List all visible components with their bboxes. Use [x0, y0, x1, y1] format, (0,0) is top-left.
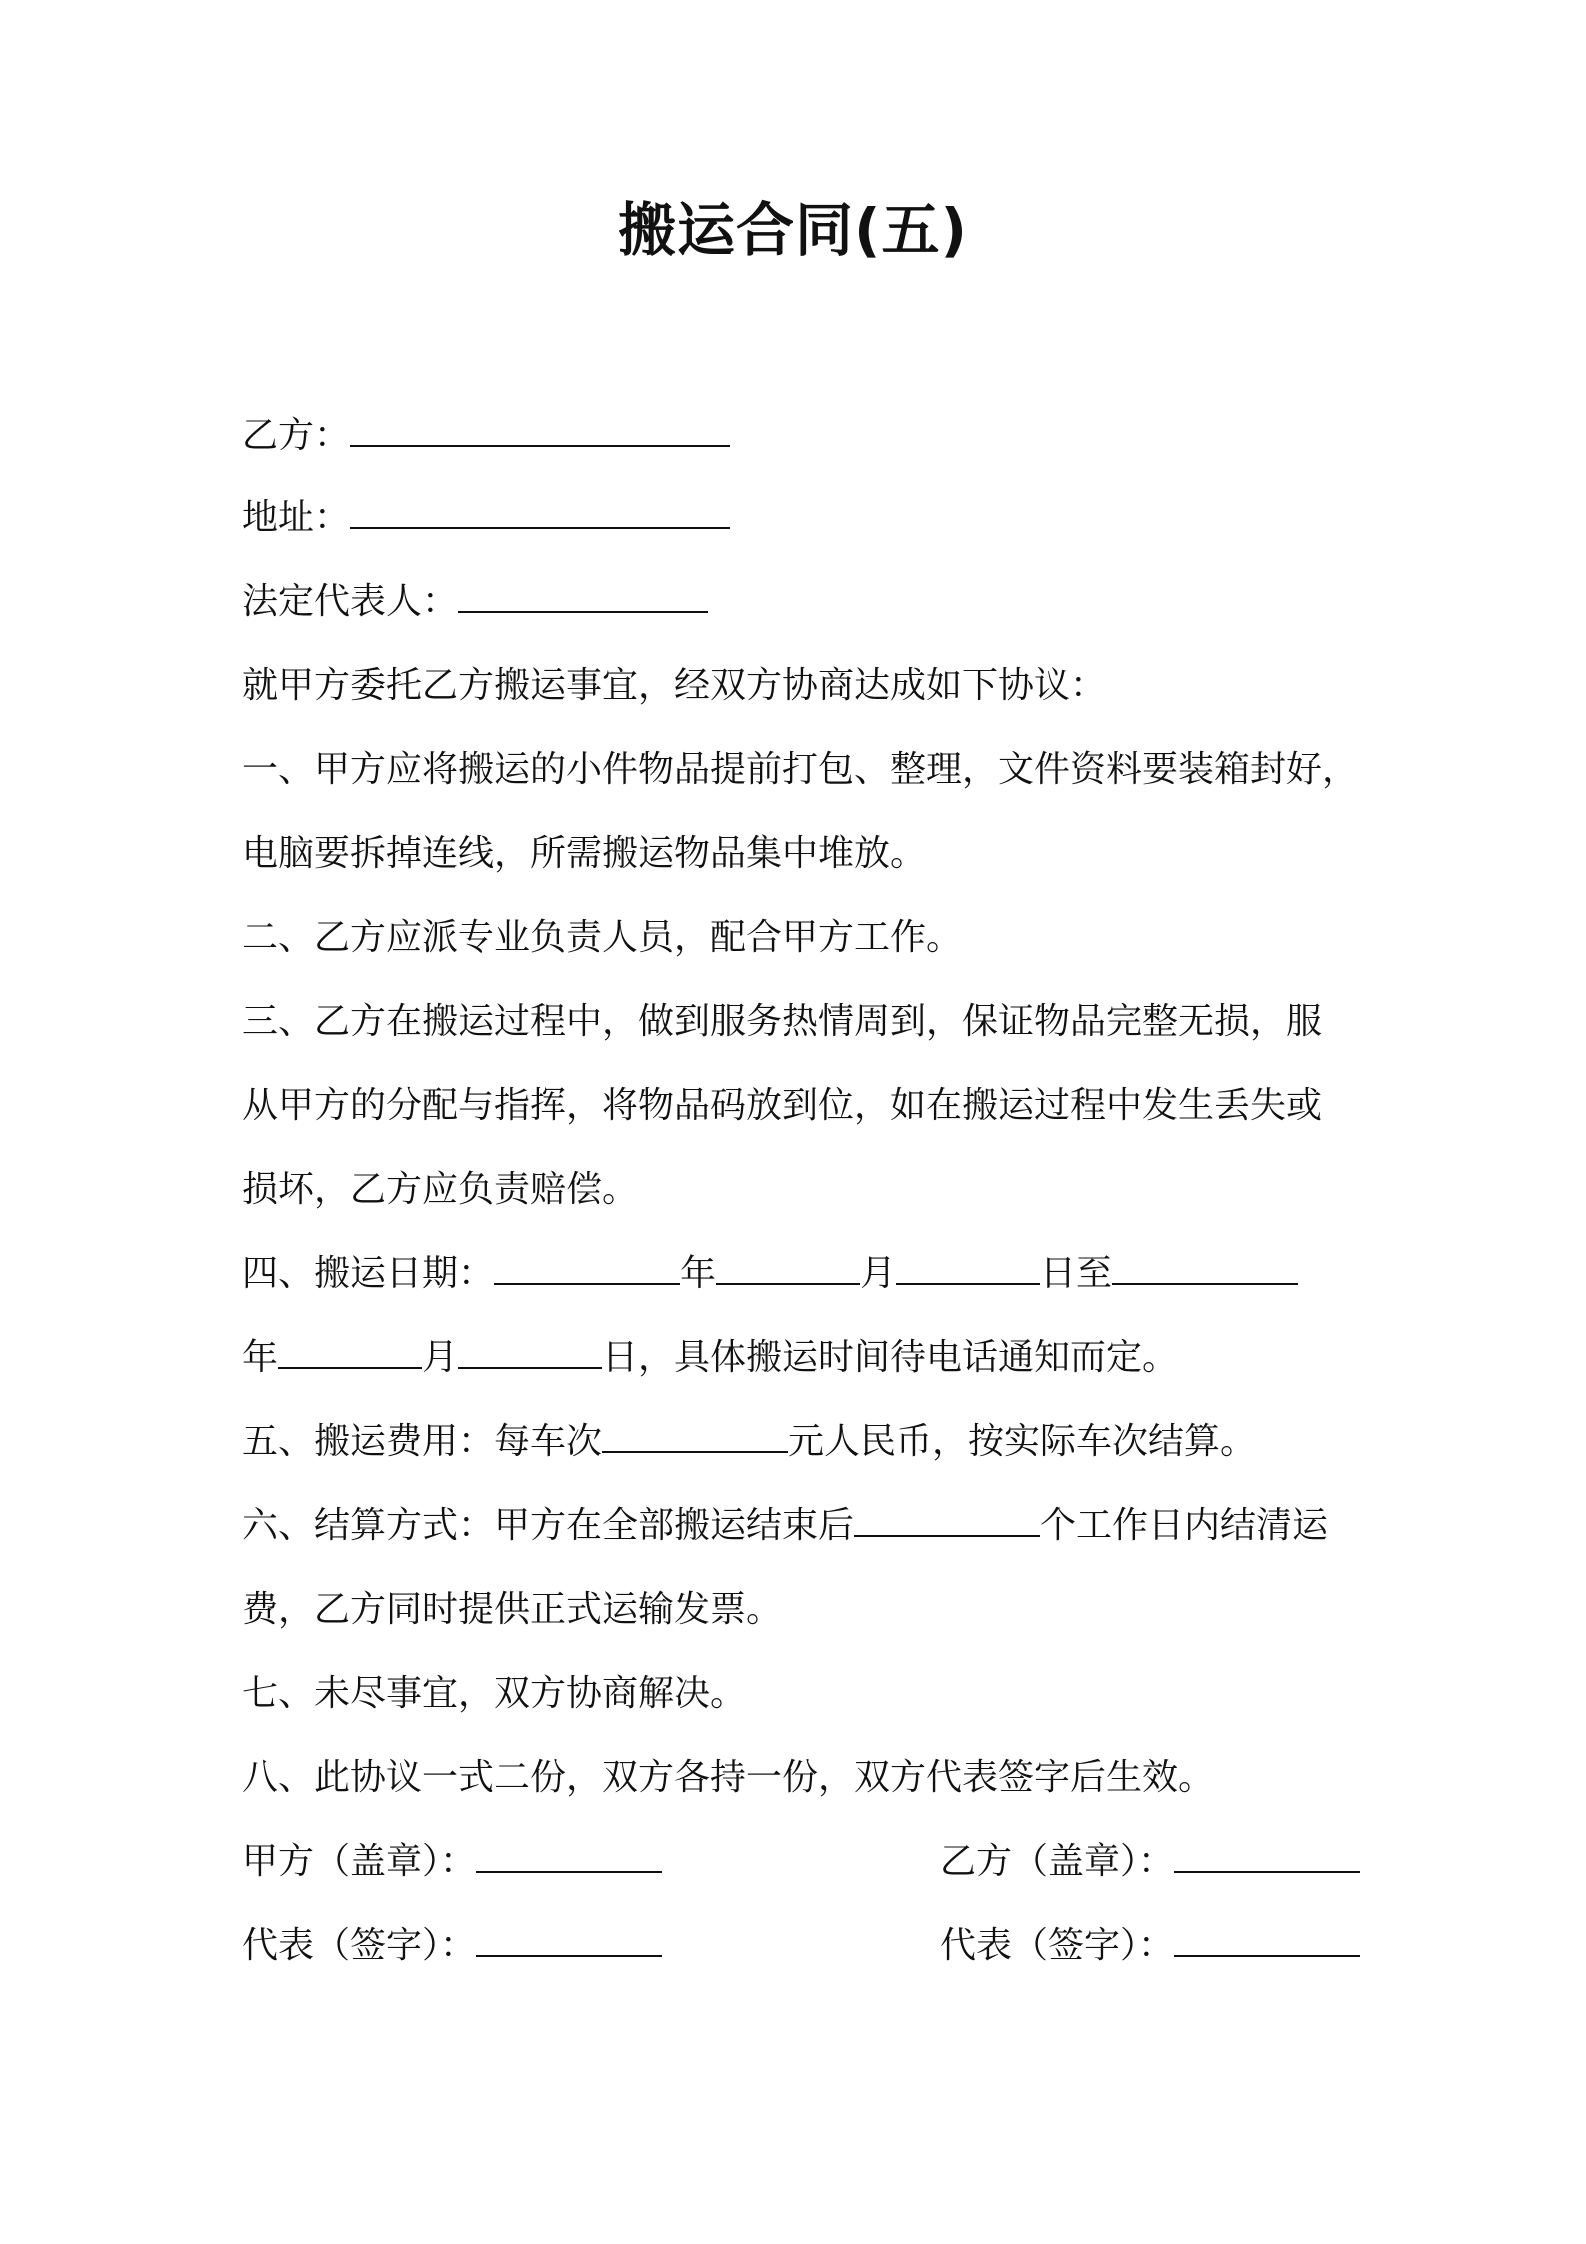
party-b-line: [242, 414, 1352, 457]
year-label-2: 年: [242, 1337, 279, 1378]
end-month-blank: [278, 1337, 422, 1369]
legal-rep-label: 法定代表人：: [242, 581, 459, 622]
rep-b-sign-blank: [1174, 1925, 1360, 1957]
clause-5-suffix: 元人民币，按实际车次结算。: [788, 1421, 1257, 1462]
workdays-blank: [854, 1505, 1040, 1537]
clause-1-line-1: 一、甲方应将搬运的小件物品提前打包、整理，文件资料要装箱封好，: [242, 749, 1359, 790]
legal-rep-line: [242, 580, 1352, 623]
clause-3-line-3: 损坏，乙方应负责赔偿。: [242, 1169, 639, 1210]
clause-7: 七、未尽事宜，双方协商解决。: [242, 1673, 747, 1714]
clause-4-prefix: 四、搬运日期：: [242, 1253, 495, 1294]
end-day-blank: [458, 1337, 602, 1369]
clause-3-line-2: 从甲方的分配与指挥，将物品码放到位，如在搬运过程中发生丢失或: [242, 1085, 1323, 1126]
address-blank: [350, 497, 730, 529]
day-to-label: 日至: [1040, 1253, 1113, 1294]
clause-6-suffix: 个工作日内结清运: [1040, 1505, 1329, 1546]
rep-a-sign-blank: [476, 1925, 662, 1957]
signature-rep-a: [242, 1924, 842, 1967]
clause-4-tail: 日，具体搬运时间待电话通知而定。: [602, 1337, 1179, 1378]
clause-6-line-1: [242, 1504, 1352, 1547]
clause-4-line-1: [242, 1252, 1352, 1295]
clause-5-prefix: 五、搬运费用：每车次: [242, 1421, 603, 1462]
start-year-blank: [494, 1253, 680, 1285]
clause-5: [242, 1420, 1352, 1463]
intro-text: 就甲方委托乙方搬运事宜，经双方协商达成如下协议：: [242, 665, 1107, 706]
rep-b-sign-label: 代表（签字）：: [940, 1925, 1175, 1966]
party-a-seal-blank: [476, 1841, 662, 1873]
month-label: 月: [860, 1253, 897, 1294]
party-b-seal-blank: [1174, 1841, 1360, 1873]
end-year-blank: [1112, 1253, 1298, 1285]
start-month-blank: [716, 1253, 860, 1285]
party-b-seal-label: 乙方（盖章）：: [940, 1841, 1175, 1882]
clause-6-line-2: 费，乙方同时提供正式运输发票。: [242, 1589, 783, 1630]
fee-blank: [602, 1421, 788, 1453]
year-label: 年: [680, 1253, 717, 1294]
clause-3-line-1: 三、乙方在搬运过程中，做到服务热情周到，保证物品完整无损，服: [242, 1001, 1323, 1042]
month-label-2: 月: [422, 1337, 459, 1378]
party-a-seal-label: 甲方（盖章）：: [242, 1841, 477, 1882]
legal-rep-blank: [458, 581, 708, 613]
party-b-label: 乙方：: [242, 415, 351, 456]
clause-6-prefix: 六、结算方式：甲方在全部搬运结束后: [242, 1505, 855, 1546]
address-line: [242, 496, 1352, 539]
clause-8: 八、此协议一式二份，双方各持一份，双方代表签字后生效。: [242, 1757, 1215, 1798]
clause-1-line-2: 电脑要拆掉连线，所需搬运物品集中堆放。: [242, 833, 927, 874]
signature-party-a: [242, 1840, 842, 1883]
address-label: 地址：: [242, 497, 351, 538]
rep-a-sign-label: 代表（签字）：: [242, 1925, 477, 1966]
page-title: 搬运合同(五): [617, 196, 969, 264]
party-b-blank: [350, 415, 730, 447]
signature-party-b: [940, 1840, 1360, 1883]
start-day-blank: [896, 1253, 1040, 1285]
clause-2: 二、乙方应派专业负责人员，配合甲方工作。: [242, 917, 963, 958]
signature-rep-b: [940, 1924, 1360, 1967]
clause-4-line-2: [242, 1336, 1352, 1379]
